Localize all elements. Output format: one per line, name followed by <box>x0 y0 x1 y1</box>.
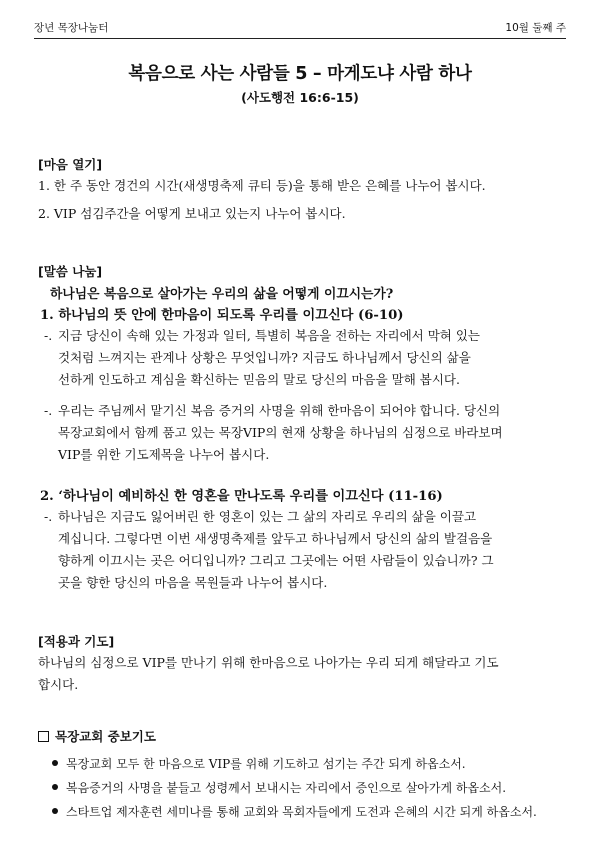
discussion-item <box>44 400 566 466</box>
item-line: 목장교회에서 함께 품고 있는 목장VIP의 현재 상황을 하나님의 심정으로 바라보며 <box>58 425 503 440</box>
prayer-item <box>52 803 537 820</box>
application-line: 합시다. <box>38 677 79 692</box>
dash-marker: -. <box>44 509 53 524</box>
dash-marker: -. <box>44 328 53 343</box>
item-line: 계십니다. 그렇다면 이번 새생명축제를 앞두고 하나님께서 당신의 삶의 발걸음을 <box>58 531 493 546</box>
page-title: 복음으로 사는 사람들 5 – 마게도냐 사람 하나 <box>128 64 472 84</box>
discussion-item <box>44 506 566 594</box>
page-subtitle: (사도행전 16:6-15) <box>241 90 359 105</box>
item-line: 선하게 인도하고 계심을 확신하는 믿음의 말로 당신의 마음을 말해 봅시다. <box>58 372 460 387</box>
checkbox-icon <box>38 731 49 742</box>
item-line: 향하게 이끄시는 곳은 어디입니까? 그리고 그곳에는 어떤 사람들이 있습니까? 그 <box>58 553 494 568</box>
point-title: 1. 하나님의 뜻 안에 한마음이 되도록 우리를 이끄신다 (6-10) <box>40 308 404 323</box>
section-heading-word: [말씀 나눔] <box>38 264 103 279</box>
bullet-icon <box>52 760 58 766</box>
item-line: 곳을 향한 당신의 마음을 목원들과 나누어 봅시다. <box>58 575 328 590</box>
item-line: VIP를 위한 기도제목을 나누어 봅시다. <box>58 447 270 462</box>
header-divider <box>34 38 566 39</box>
discussion-item <box>44 325 566 391</box>
item-line: 지금 당신이 속해 있는 가정과 일터, 특별히 복음을 전하는 자리에서 막혀 있는 <box>58 328 481 343</box>
header-right: 10월 둘째 주 <box>505 22 566 34</box>
prayer-heading-label: 목장교회 중보기도 <box>55 729 156 744</box>
item-line: 우리는 주님께서 맡기신 복음 증거의 사명을 위해 한마음이 되어야 합니다. 당신의 <box>58 403 501 418</box>
item-line: 하나님은 지금도 잃어버린 한 영혼이 있는 그 삶의 자리로 우리의 삶을 이끌고 <box>58 509 477 524</box>
prayer-item <box>52 779 506 796</box>
section-heading-opening: [마음 열기] <box>38 157 103 172</box>
main-question: 하나님은 복음으로 살아가는 우리의 삶을 어떻게 이끄시는가? <box>50 287 394 302</box>
page-header <box>34 20 566 36</box>
application-text <box>38 652 566 696</box>
header-left: 장년 목장나눔터 <box>34 22 109 34</box>
prayer-heading <box>38 727 156 745</box>
section-heading-application: [적용과 기도] <box>38 634 115 649</box>
point-title: 2. ‘하나님이 예비하신 한 영혼을 만나도록 우리를 이끄신다 (11-16) <box>40 489 443 504</box>
prayer-item-text: 스타트업 제자훈련 세미나를 통해 교회와 목회자들에게 도전과 은혜의 시간 되게 하옵소서. <box>66 805 537 819</box>
dash-marker: -. <box>44 403 53 418</box>
opening-item: 2. VIP 섬김주간을 어떻게 보내고 있는지 나누어 봅시다. <box>38 206 346 221</box>
item-line: 것처럼 느껴지는 관계나 상황은 무엇입니까? 지금도 하나님께서 당신의 삶을 <box>58 350 471 365</box>
application-line: 하나님의 심정으로 VIP를 만나기 위해 한마음으로 나아가는 우리 되게 해달라고 기도 <box>38 655 499 670</box>
bullet-icon <box>52 808 58 814</box>
opening-item: 1. 한 주 동안 경건의 시간(새생명축제 큐티 등)을 통해 받은 은혜를 나누어 봅시다. <box>38 178 486 193</box>
prayer-item-text: 목장교회 모두 한 마음으로 VIP를 위해 기도하고 섬기는 주간 되게 하옵소서. <box>66 757 466 771</box>
prayer-item <box>52 755 466 772</box>
bullet-icon <box>52 784 58 790</box>
prayer-item-text: 복음증거의 사명을 붙들고 성령께서 보내시는 자리에서 증인으로 살아가게 하옵소서. <box>66 781 507 795</box>
